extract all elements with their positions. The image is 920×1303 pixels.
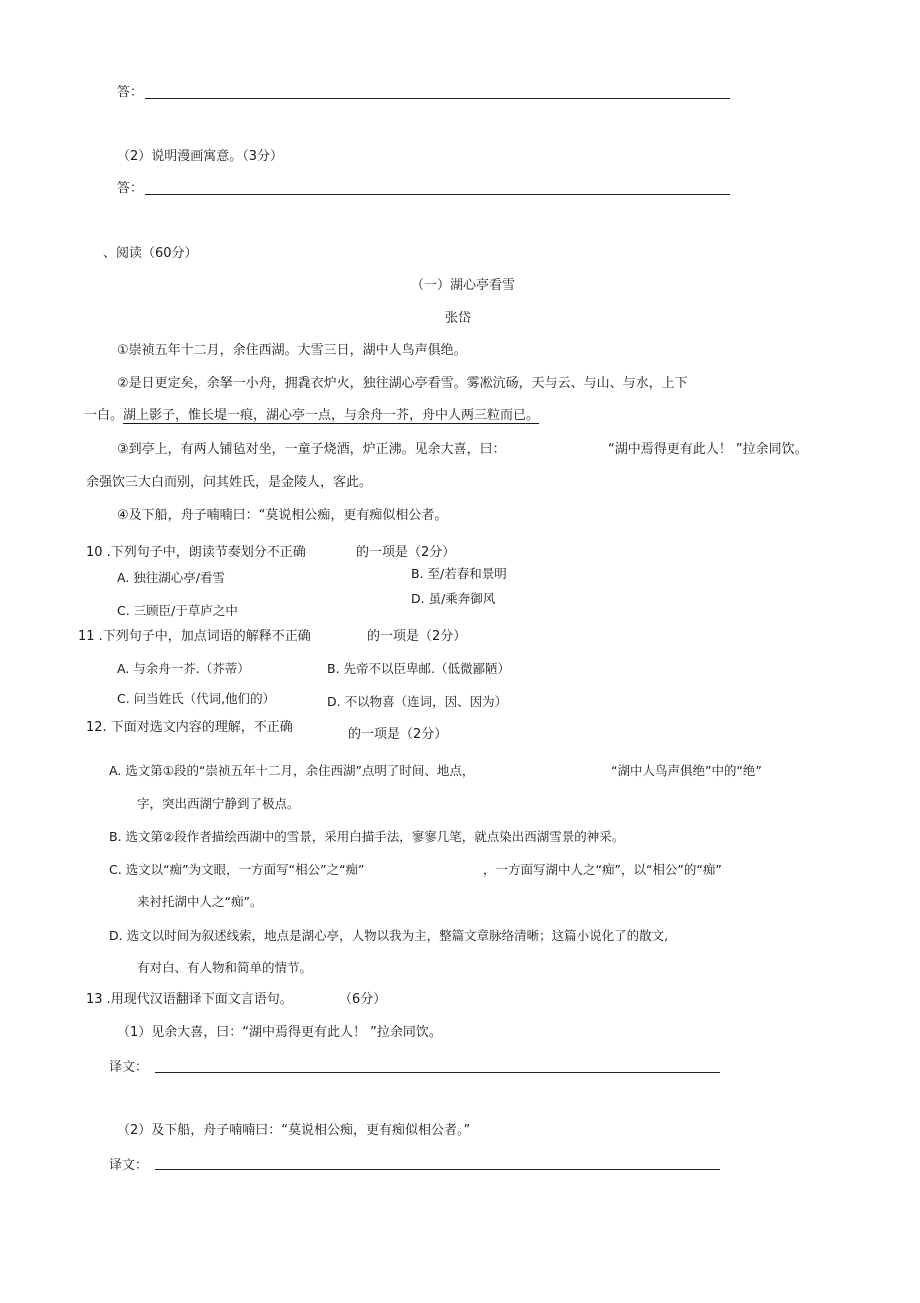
question-12-stem-end: 的一项是（2分） xyxy=(348,727,448,742)
question-10-stem-end: 的一项是（2分） xyxy=(356,545,456,560)
passage-paragraph-4: ④及下船，舟子喃喃曰：“莫说相公痴，更有痴似相公者。 xyxy=(117,508,448,523)
passage-paragraph-3: ③到亭上，有两人铺毡对坐，一童子烧酒，炉正沸。见余大喜，曰： xyxy=(117,442,506,457)
question-10-option-a[interactable]: A. 独往湖心亭/看雪 xyxy=(117,570,225,585)
passage-paragraph-3-cont: 余强饮三大白而别，问其姓氏，是金陵人，客此。 xyxy=(86,475,373,490)
question-11-option-c[interactable]: C. 问当姓氏（代词,他们的） xyxy=(117,691,276,706)
question-13-stem: 13 .用现代汉语翻译下面文言语句。 xyxy=(86,992,293,1007)
question-13-sub-2: （2）及下船，舟子喃喃曰：“莫说相公痴，更有痴似相公者。” xyxy=(117,1123,471,1138)
question-13-score: （6分） xyxy=(339,992,387,1007)
underlined-sentence: 湖上影子，惟长堤一痕，湖心亭一点，与余舟一芥，舟中人两三粒而已。 xyxy=(123,408,540,423)
question-11-option-a[interactable]: A. 与余舟一芥.（芥蒂） xyxy=(117,661,250,676)
question-11-option-d[interactable]: D. 不以物喜（连词，因、因为） xyxy=(327,694,508,709)
question-12-option-d-cont: 有对白、有人物和简单的情节。 xyxy=(137,960,313,975)
question-13-sub-1: （1）见余大喜，曰：“湖中焉得更有此人！ ”拉余同饮。 xyxy=(117,1025,442,1040)
answer-line[interactable] xyxy=(145,194,730,195)
question-12-option-a-cont: 字，突出西湖宁静到了极点。 xyxy=(137,796,300,811)
passage-title: （一）湖心亭看雪 xyxy=(411,278,516,293)
question-12-stem: 12. 下面对选文内容的理解，不正确 xyxy=(86,720,293,735)
sub-question-2: （2）说明漫画寓意。（3分） xyxy=(117,149,284,164)
question-12-option-c-mid: ，一方面写湖中人之“痴”，以“相公”的“痴” xyxy=(483,862,722,877)
question-12-option-d[interactable]: D. 选文以时间为叙述线索，地点是湖心亭，人物以我为主，整篇文章脉络清晰；这篇小说化了的散文, xyxy=(109,928,669,943)
passage-paragraph-1: ①崇祯五年十二月，余住西湖。大雪三日，湖中人鸟声俱绝。 xyxy=(117,343,467,358)
passage-text: 一白。 xyxy=(84,408,124,423)
question-10-option-b[interactable]: B. 至/若春和景明 xyxy=(411,566,507,581)
translation-line[interactable] xyxy=(155,1169,720,1170)
passage-author: 张岱 xyxy=(445,311,472,326)
translation-label: 译文： xyxy=(109,1158,149,1173)
passage-paragraph-2-cont xyxy=(84,408,539,424)
question-12-option-c[interactable]: C. 选文以“痴”为文眼，一方面写“相公”之“痴” xyxy=(109,862,365,877)
question-12-option-a[interactable]: A. 选文第①段的“崇祯五年十二月，余住西湖”点明了时间、地点， xyxy=(109,763,475,778)
translation-label: 译文： xyxy=(109,1060,149,1075)
answer-label: 答： xyxy=(117,181,144,196)
passage-quote: “湖中焉得更有此人！ ”拉余同饮。 xyxy=(608,442,808,457)
question-11-stem-end: 的一项是（2分） xyxy=(367,629,467,644)
question-12-option-c-cont: 来衬托湖中人之“痴”。 xyxy=(137,894,263,909)
question-11-stem: 11 .下列句子中，加点词语的解释不正确 xyxy=(78,629,311,644)
answer-line[interactable] xyxy=(145,98,730,99)
passage-paragraph-2: ②是日更定矣，余拏一小舟，拥毳衣炉火，独往湖心亭看雪。雾凇沆砀，天与云、与山、与水，上下 xyxy=(117,376,688,391)
translation-line[interactable] xyxy=(155,1072,720,1073)
question-10-option-d[interactable]: D. 虽/乘奔御风 xyxy=(411,591,496,606)
question-11-option-b[interactable]: B. 先帝不以臣卑邮.（低微鄙陋） xyxy=(327,661,510,676)
question-12-option-a-quote: “湖中人鸟声俱绝”中的“绝” xyxy=(611,763,762,778)
question-12-option-b[interactable]: B. 选文第②段作者描绘西湖中的雪景，采用白描手法，寥寥几笔，就点染出西湖雪景的神采。 xyxy=(109,829,625,844)
section-heading: 、阅读（60分） xyxy=(103,246,198,261)
question-10-stem: 10 .下列句子中，朗读节奏划分不正确 xyxy=(86,545,306,560)
question-10-option-c[interactable]: C. 三顾臣/于草庐之中 xyxy=(117,603,238,618)
answer-label: 答： xyxy=(117,85,144,100)
